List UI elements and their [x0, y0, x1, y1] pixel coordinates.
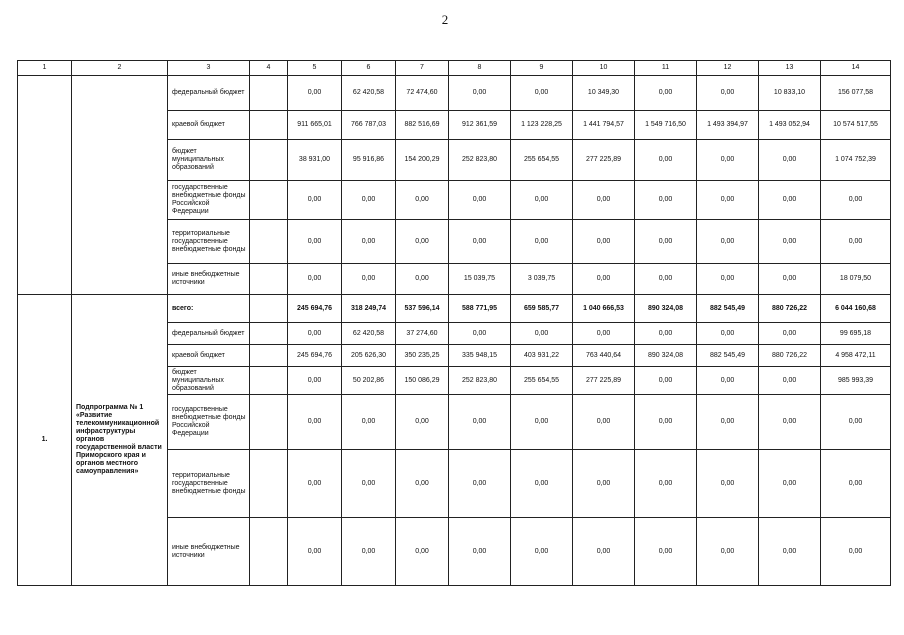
source-cell: бюджет муниципальных образований — [168, 367, 250, 395]
value-cell: 0,00 — [288, 76, 342, 111]
program-cell: Подпрограмма № 1 «Развитие телекоммуникационной инфраструктуры органов государственной власти Приморского края и органов местного самоуправления» — [72, 295, 168, 586]
value-cell: 0,00 — [288, 395, 342, 450]
value-cell: 0,00 — [342, 181, 396, 220]
value-cell: 537 596,14 — [396, 295, 449, 323]
value-cell: 99 695,18 — [821, 323, 891, 345]
value-cell: 10 349,30 — [573, 76, 635, 111]
table-row — [18, 76, 891, 111]
source-cell: федеральный бюджет — [168, 323, 250, 345]
value-cell: 0,00 — [288, 450, 342, 518]
source-cell: федеральный бюджет — [168, 76, 250, 111]
value-cell: 0,00 — [635, 518, 697, 586]
value-cell: 255 654,55 — [511, 367, 573, 395]
value-cell: 0,00 — [288, 367, 342, 395]
value-cell: 37 274,60 — [396, 323, 449, 345]
value-cell: 0,00 — [821, 181, 891, 220]
source-cell: территориальные государственные внебюджетные фонды — [168, 220, 250, 264]
value-cell: 0,00 — [511, 450, 573, 518]
value-cell: 0,00 — [511, 518, 573, 586]
value-cell: 0,00 — [573, 518, 635, 586]
empty-cell — [250, 345, 288, 367]
value-cell: 0,00 — [342, 264, 396, 295]
value-cell: 890 324,08 — [635, 345, 697, 367]
source-cell: государственные внебюджетные фонды Российской Федерации — [168, 395, 250, 450]
value-cell: 154 200,29 — [396, 140, 449, 181]
source-cell: краевой бюджет — [168, 111, 250, 140]
value-cell: 0,00 — [573, 395, 635, 450]
column-header: 13 — [759, 61, 821, 76]
value-cell: 882 545,49 — [697, 345, 759, 367]
value-cell: 0,00 — [288, 323, 342, 345]
column-header: 6 — [342, 61, 396, 76]
value-cell: 72 474,60 — [396, 76, 449, 111]
value-cell: 0,00 — [288, 220, 342, 264]
empty-cell — [250, 323, 288, 345]
value-cell: 252 823,80 — [449, 367, 511, 395]
column-header: 2 — [72, 61, 168, 76]
value-cell: 335 948,15 — [449, 345, 511, 367]
value-cell: 0,00 — [759, 140, 821, 181]
value-cell: 38 931,00 — [288, 140, 342, 181]
column-header: 1 — [18, 61, 72, 76]
value-cell: 0,00 — [396, 220, 449, 264]
source-cell: территориальные государственные внебюджетные фонды — [168, 450, 250, 518]
column-header: 12 — [697, 61, 759, 76]
value-cell: 0,00 — [697, 450, 759, 518]
value-cell: 0,00 — [635, 220, 697, 264]
source-cell: всего: — [168, 295, 250, 323]
column-header: 5 — [288, 61, 342, 76]
value-cell: 0,00 — [396, 264, 449, 295]
column-header: 7 — [396, 61, 449, 76]
source-cell: иные внебюджетные источники — [168, 518, 250, 586]
empty-cell — [250, 111, 288, 140]
value-cell: 10 833,10 — [759, 76, 821, 111]
value-cell: 0,00 — [821, 395, 891, 450]
row-number-cell: 1. — [18, 295, 72, 586]
value-cell: 880 726,22 — [759, 345, 821, 367]
value-cell: 1 493 394,97 — [697, 111, 759, 140]
value-cell: 62 420,58 — [342, 323, 396, 345]
value-cell: 0,00 — [759, 367, 821, 395]
column-header: 10 — [573, 61, 635, 76]
empty-cell — [250, 518, 288, 586]
value-cell: 62 420,58 — [342, 76, 396, 111]
value-cell: 0,00 — [573, 220, 635, 264]
column-header: 8 — [449, 61, 511, 76]
value-cell: 0,00 — [449, 518, 511, 586]
value-cell: 1 493 052,94 — [759, 111, 821, 140]
value-cell: 6 044 160,68 — [821, 295, 891, 323]
value-cell: 403 931,22 — [511, 345, 573, 367]
value-cell: 0,00 — [396, 518, 449, 586]
value-cell: 3 039,75 — [511, 264, 573, 295]
value-cell: 0,00 — [821, 450, 891, 518]
empty-cell — [250, 450, 288, 518]
value-cell: 0,00 — [635, 367, 697, 395]
row-number-cell — [18, 76, 72, 295]
source-cell: государственные внебюджетные фонды Российской Федерации — [168, 181, 250, 220]
empty-cell — [250, 295, 288, 323]
value-cell: 0,00 — [396, 450, 449, 518]
value-cell: 0,00 — [635, 76, 697, 111]
value-cell: 0,00 — [821, 220, 891, 264]
source-cell: бюджет муниципальных образований — [168, 140, 250, 181]
value-cell: 0,00 — [697, 76, 759, 111]
value-cell: 0,00 — [449, 181, 511, 220]
value-cell: 0,00 — [635, 395, 697, 450]
value-cell: 0,00 — [511, 220, 573, 264]
value-cell: 205 626,30 — [342, 345, 396, 367]
value-cell: 0,00 — [342, 518, 396, 586]
value-cell: 4 958 472,11 — [821, 345, 891, 367]
budget-table — [17, 60, 891, 586]
header-row — [18, 61, 891, 76]
empty-cell — [250, 220, 288, 264]
value-cell: 318 249,74 — [342, 295, 396, 323]
source-cell: иные внебюджетные источники — [168, 264, 250, 295]
value-cell: 763 440,64 — [573, 345, 635, 367]
value-cell: 0,00 — [449, 220, 511, 264]
value-cell: 15 039,75 — [449, 264, 511, 295]
value-cell: 766 787,03 — [342, 111, 396, 140]
value-cell: 0,00 — [449, 450, 511, 518]
value-cell: 245 694,76 — [288, 295, 342, 323]
value-cell: 0,00 — [821, 518, 891, 586]
value-cell: 255 654,55 — [511, 140, 573, 181]
value-cell: 156 077,58 — [821, 76, 891, 111]
value-cell: 245 694,76 — [288, 345, 342, 367]
value-cell: 0,00 — [697, 367, 759, 395]
value-cell: 0,00 — [697, 395, 759, 450]
column-header: 11 — [635, 61, 697, 76]
value-cell: 0,00 — [759, 450, 821, 518]
value-cell: 1 040 666,53 — [573, 295, 635, 323]
empty-cell — [250, 140, 288, 181]
empty-cell — [250, 264, 288, 295]
empty-cell — [250, 367, 288, 395]
value-cell: 277 225,89 — [573, 140, 635, 181]
value-cell: 277 225,89 — [573, 367, 635, 395]
value-cell: 0,00 — [759, 518, 821, 586]
value-cell: 252 823,80 — [449, 140, 511, 181]
source-cell: краевой бюджет — [168, 345, 250, 367]
program-cell — [72, 76, 168, 295]
value-cell: 1 074 752,39 — [821, 140, 891, 181]
value-cell: 1 441 794,57 — [573, 111, 635, 140]
value-cell: 0,00 — [511, 395, 573, 450]
value-cell: 0,00 — [342, 450, 396, 518]
value-cell: 985 993,39 — [821, 367, 891, 395]
value-cell: 350 235,25 — [396, 345, 449, 367]
value-cell: 0,00 — [759, 264, 821, 295]
value-cell: 0,00 — [396, 181, 449, 220]
value-cell: 0,00 — [573, 323, 635, 345]
value-cell: 0,00 — [759, 323, 821, 345]
value-cell: 50 202,86 — [342, 367, 396, 395]
value-cell: 0,00 — [697, 323, 759, 345]
column-header: 14 — [821, 61, 891, 76]
value-cell: 0,00 — [697, 264, 759, 295]
value-cell: 882 545,49 — [697, 295, 759, 323]
value-cell: 911 665,01 — [288, 111, 342, 140]
value-cell: 912 361,59 — [449, 111, 511, 140]
value-cell: 882 516,69 — [396, 111, 449, 140]
value-cell: 880 726,22 — [759, 295, 821, 323]
value-cell: 890 324,08 — [635, 295, 697, 323]
value-cell: 0,00 — [697, 181, 759, 220]
value-cell: 0,00 — [635, 323, 697, 345]
value-cell: 0,00 — [342, 395, 396, 450]
value-cell: 659 585,77 — [511, 295, 573, 323]
value-cell: 0,00 — [635, 181, 697, 220]
value-cell: 0,00 — [449, 395, 511, 450]
value-cell: 1 549 716,50 — [635, 111, 697, 140]
value-cell: 0,00 — [449, 323, 511, 345]
empty-cell — [250, 395, 288, 450]
value-cell: 0,00 — [573, 450, 635, 518]
value-cell: 0,00 — [635, 264, 697, 295]
value-cell: 0,00 — [697, 518, 759, 586]
value-cell: 0,00 — [759, 220, 821, 264]
value-cell: 0,00 — [759, 181, 821, 220]
value-cell: 0,00 — [288, 181, 342, 220]
empty-cell — [250, 76, 288, 111]
page-number: 2 — [441, 12, 449, 27]
column-header: 3 — [168, 61, 250, 76]
empty-cell — [250, 181, 288, 220]
table-row — [18, 295, 891, 323]
value-cell: 0,00 — [635, 450, 697, 518]
value-cell: 95 916,86 — [342, 140, 396, 181]
value-cell: 0,00 — [759, 395, 821, 450]
value-cell: 0,00 — [573, 264, 635, 295]
column-header: 4 — [250, 61, 288, 76]
value-cell: 0,00 — [573, 181, 635, 220]
value-cell: 0,00 — [449, 76, 511, 111]
value-cell: 0,00 — [396, 395, 449, 450]
value-cell: 0,00 — [511, 323, 573, 345]
value-cell: 0,00 — [288, 264, 342, 295]
value-cell: 0,00 — [288, 518, 342, 586]
value-cell: 0,00 — [697, 140, 759, 181]
value-cell: 0,00 — [511, 76, 573, 111]
value-cell: 10 574 517,55 — [821, 111, 891, 140]
column-header: 9 — [511, 61, 573, 76]
value-cell: 0,00 — [635, 140, 697, 181]
value-cell: 1 123 228,25 — [511, 111, 573, 140]
value-cell: 0,00 — [697, 220, 759, 264]
value-cell: 0,00 — [511, 181, 573, 220]
value-cell: 588 771,95 — [449, 295, 511, 323]
value-cell: 18 079,50 — [821, 264, 891, 295]
value-cell: 150 086,29 — [396, 367, 449, 395]
value-cell: 0,00 — [342, 220, 396, 264]
